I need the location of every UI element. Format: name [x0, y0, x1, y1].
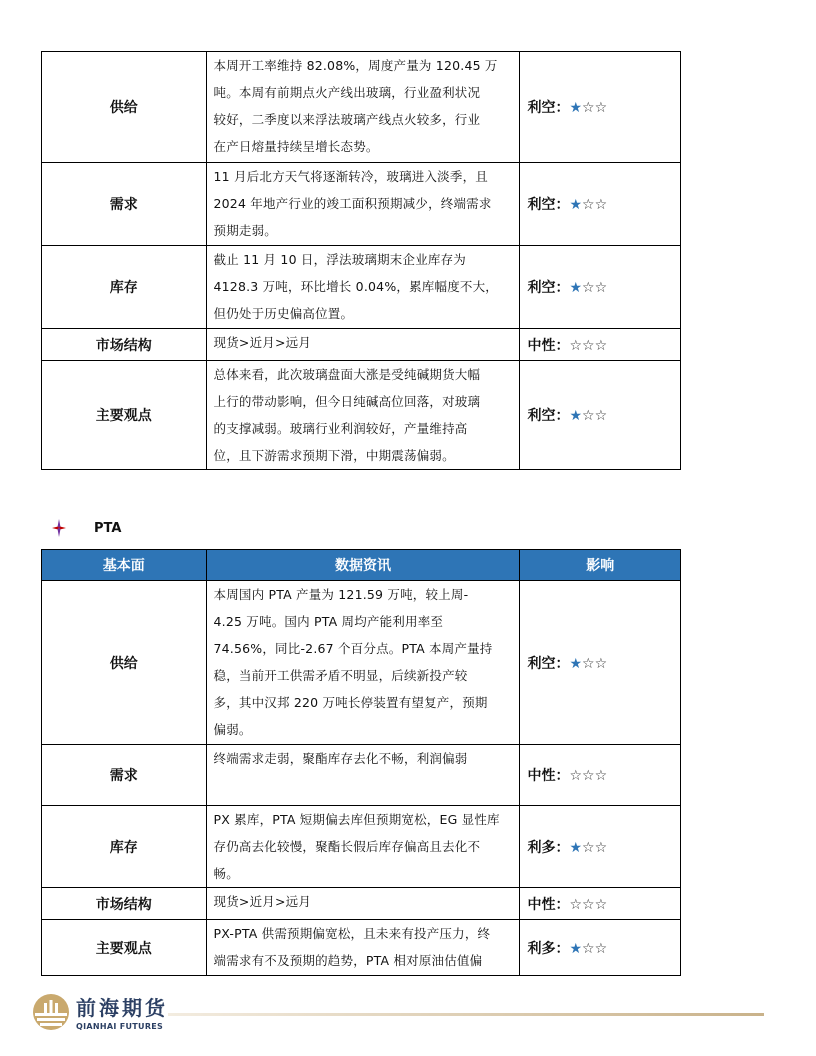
star-empty-icon: ☆	[569, 337, 583, 354]
impact-label: 利多：	[527, 940, 570, 957]
table-row	[42, 581, 681, 745]
info-cell	[206, 888, 520, 920]
info-line: 4.25 万吨。国内 PTA 周均产能利用率至	[213, 614, 444, 629]
info-line: 偏弱。	[213, 722, 252, 737]
factor-cell: 库存	[42, 806, 207, 888]
table-row	[42, 806, 681, 888]
info-line: 4128.3 万吨，环比增长 0.04%，累库幅度不大，	[213, 279, 498, 294]
star-filled-icon: ★	[569, 197, 583, 213]
table-row	[42, 329, 681, 361]
table-row	[42, 745, 681, 806]
impact-cell	[520, 163, 681, 246]
star-empty-icon: ☆	[594, 940, 608, 957]
star-empty-icon: ☆	[569, 896, 583, 913]
table-row	[42, 920, 681, 976]
impact-cell	[520, 920, 681, 976]
company-logo	[32, 992, 168, 1031]
impact-cell	[520, 361, 681, 470]
star-empty-icon: ☆	[582, 768, 595, 784]
info-cell	[206, 246, 520, 329]
factor-cell: 主要观点	[42, 920, 207, 976]
table-row	[42, 52, 681, 163]
star-empty-icon: ☆	[582, 655, 595, 672]
star-empty-icon: ☆	[594, 408, 608, 424]
table-row	[42, 888, 681, 920]
table-header-row	[42, 550, 681, 581]
impact-label: 利空：	[527, 408, 570, 424]
star-filled-icon: ★	[569, 280, 583, 296]
info-line: 在产日熔量持续呈增长态势。	[213, 139, 379, 154]
impact-cell	[520, 246, 681, 329]
star-empty-icon: ☆	[594, 100, 608, 116]
impact-label: 利空：	[527, 655, 570, 672]
info-cell	[206, 745, 520, 806]
impact-label: 利空：	[527, 280, 570, 296]
star-empty-icon: ☆	[582, 839, 595, 856]
star-empty-icon: ☆	[594, 839, 608, 856]
star-empty-icon: ☆	[582, 100, 595, 116]
sun-waves-logo-icon	[32, 993, 70, 1031]
star-empty-icon: ☆	[582, 197, 595, 213]
factor-cell: 供给	[42, 52, 207, 163]
info-cell	[206, 52, 520, 163]
info-line: 多，其中汉邦 220 万吨长停装置有望复产，预期	[213, 695, 488, 710]
star-empty-icon: ☆	[594, 655, 608, 672]
star-empty-icon: ☆	[582, 280, 595, 296]
info-cell	[206, 581, 520, 745]
info-line: 总体来看，此次玻璃盘面大涨是受纯碱期货大幅	[213, 367, 481, 382]
impact-cell	[520, 329, 681, 361]
info-cell	[206, 329, 520, 361]
glass-fundamentals-table	[41, 51, 681, 470]
info-line: 74.56%，同比-2.67 个百分点。PTA 本周产量持	[213, 641, 493, 656]
info-line: 较好，二季度以来浮法玻璃产线点火较多，行业	[213, 112, 481, 127]
logo-chinese-text: 前海期货	[76, 996, 168, 1020]
info-line: 本周国内 PTA 产量为 121.59 万吨，较上周-	[213, 587, 469, 602]
info-line: 位，且下游需求预期下滑，中期震荡偏弱。	[213, 448, 455, 463]
star-empty-icon: ☆	[594, 280, 608, 296]
section-title-text: PTA	[94, 520, 122, 536]
impact-cell	[520, 806, 681, 888]
footer-divider	[168, 1013, 764, 1016]
info-line: 稳，当前开工供需矛盾不明显，后续新投产较	[213, 668, 468, 683]
info-line: 上行的带动影响，但今日纯碱高位回落，对玻璃	[213, 394, 481, 409]
info-line: 的支撑减弱。玻璃行业利润较好，产量维持高	[213, 421, 468, 436]
star-filled-icon: ★	[569, 408, 583, 424]
info-line: 但仍处于历史偏高位置。	[213, 306, 354, 321]
info-line: 11 月后北方天气将逐渐转冷，玻璃进入淡季，且	[213, 169, 488, 184]
star-filled-icon: ★	[569, 100, 583, 116]
star-empty-icon: ☆	[582, 896, 595, 913]
factor-cell: 需求	[42, 745, 207, 806]
info-line: 2024 年地产行业的竣工面积预期减少，终端需求	[213, 196, 492, 211]
info-line: PX-PTA 供需预期偏宽松，且未来有投产压力，终	[213, 926, 491, 941]
info-line: 存仍高去化较慢，聚酯长假后库存偏高且去化不	[213, 839, 481, 854]
table-row	[42, 246, 681, 329]
header-data-info: 数据资讯	[206, 550, 520, 581]
factor-cell: 主要观点	[42, 361, 207, 470]
info-line: 现货>近月>远月	[213, 335, 312, 350]
info-line: 截止 11 月 10 日，浮法玻璃期末企业库存为	[213, 252, 467, 267]
info-line: PX 累库，PTA 短期偏去库但预期宽松，EG 显性库	[213, 812, 500, 827]
factor-cell: 库存	[42, 246, 207, 329]
factor-cell: 市场结构	[42, 888, 207, 920]
info-cell	[206, 361, 520, 470]
impact-cell	[520, 52, 681, 163]
logo-english-text: QIANHAI FUTURES	[76, 1022, 164, 1031]
star-empty-icon: ☆	[582, 940, 595, 957]
star-empty-icon: ☆	[594, 197, 608, 213]
header-fundamentals: 基本面	[42, 550, 207, 581]
pta-fundamentals-table	[41, 549, 681, 976]
info-cell	[206, 163, 520, 246]
info-cell	[206, 920, 520, 976]
star-empty-icon: ☆	[594, 896, 608, 913]
factor-cell: 市场结构	[42, 329, 207, 361]
info-line: 预期走弱。	[213, 223, 278, 238]
impact-label: 利空：	[527, 197, 570, 213]
diamond-bullet-icon	[52, 519, 66, 537]
info-line: 现货>近月>远月	[213, 894, 312, 909]
header-impact: 影响	[520, 550, 681, 581]
star-empty-icon: ☆	[569, 768, 583, 784]
info-line: 本周开工率维持 82.08%，周度产量为 120.45 万	[213, 58, 498, 73]
star-empty-icon: ☆	[582, 408, 595, 424]
impact-label: 中性：	[527, 896, 570, 913]
impact-cell	[520, 581, 681, 745]
table-row	[42, 163, 681, 246]
star-empty-icon: ☆	[594, 768, 608, 784]
factor-cell: 需求	[42, 163, 207, 246]
impact-label: 中性：	[527, 337, 570, 354]
table-row	[42, 361, 681, 470]
impact-label: 中性：	[527, 768, 570, 784]
info-cell	[206, 806, 520, 888]
impact-cell	[520, 745, 681, 806]
info-line: 端需求有不及预期的趋势，PTA 相对原油估值偏	[213, 953, 483, 968]
info-line: 吨。本周有前期点火产线出玻璃，行业盈利状况	[213, 85, 481, 100]
info-line: 畅。	[213, 866, 239, 881]
star-filled-icon: ★	[569, 940, 583, 957]
star-empty-icon: ☆	[582, 337, 595, 354]
impact-label: 利多：	[527, 839, 570, 856]
star-filled-icon: ★	[569, 655, 583, 672]
info-line: 终端需求走弱，聚酯库存去化不畅，利润偏弱	[213, 751, 468, 766]
impact-cell	[520, 888, 681, 920]
star-filled-icon: ★	[569, 839, 583, 856]
star-empty-icon: ☆	[594, 337, 608, 354]
factor-cell: 供给	[42, 581, 207, 745]
impact-label: 利空：	[527, 100, 570, 116]
section-title-pta	[52, 518, 121, 538]
